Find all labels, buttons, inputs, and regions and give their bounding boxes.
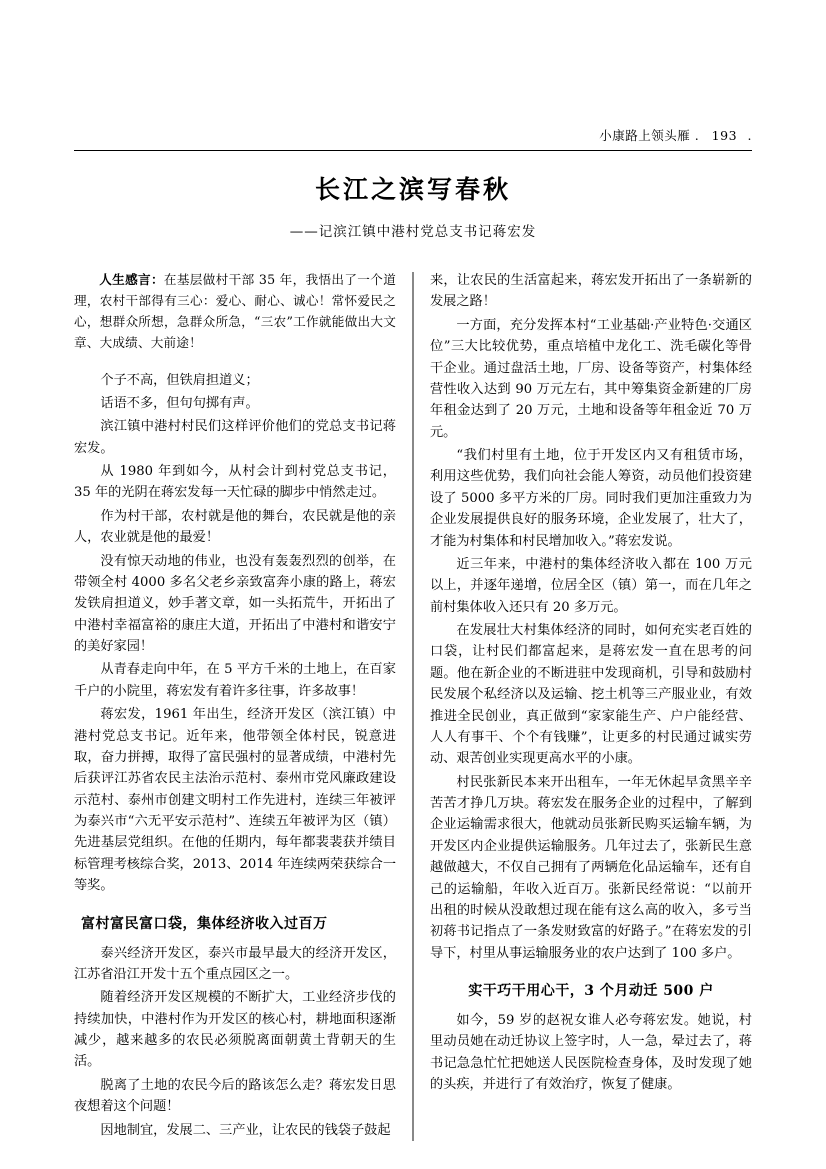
paragraph: 一方面，充分发挥本村“工业基础·产业特色·交通区位”三大比较优势，重点培植中龙化工、洗毛碳化等骨干企业。通过盘活土地，厂房、设备等资产，村集体经营性收入达到 90 万元左右，其中筹集资金新建的厂房年租金达到了 20 万元，土地和设备等年租金近 70 万元。 (430, 317, 752, 440)
paragraph: 话语不多，但句句掷有声。 (100, 395, 259, 411)
paragraph: 没有惊天动地的伟业，也没有轰轰烈烈的创举，在带领全村 4000 多名父老乡亲致富奔小康的路上，蒋宏发铁肩担道义，妙手著文章，如一头拓荒牛，开拓出了中港村幸福富裕的康庄大道，开拓出了中港村和谐安宁的美好家园！ (74, 553, 396, 655)
paragraph: 滨江镇中港村村民们这样评价他们的党总支书记蒋宏发。 (74, 419, 396, 456)
paragraph: 来，让农民的生活富起来，蒋宏发开拓出了一条崭新的发展之路！ (430, 273, 752, 310)
column-divider (413, 272, 414, 1141)
running-header (599, 126, 752, 144)
running-header-dot-left: . (694, 128, 700, 143)
paragraph: 近三年来，中港村的集体经济收入都在 100 万元以上，并逐年递增，位居全区（镇）第一，而在几年之前村集体收入还只有 20 多万元。 (430, 556, 752, 615)
paragraph: 如今，59 岁的赵祝女谁人必夸蒋宏发。她说，村里动员她在动迁协议上签字时，人一急，晕过去了，蒋书记急急忙忙把她送人民医院检查身体，及时发现了她的头疾，并进行了有效治疗，恢复了健康。 (430, 1013, 752, 1093)
right-column (430, 270, 752, 1143)
lead-text: 在基层做村干部 35 年，我悟出了一个道理，农村干部得有三心：爱心、耐心、诚心！常怀爱民之心，想群众所想，急群众所急，“三农”工作就能做出大文章、大成绩、大前途！ (74, 272, 396, 350)
body-columns (74, 270, 752, 1143)
paragraph: 泰兴经济开发区，泰兴市最早最大的经济开发区，江苏省沿江开发十五个重点园区之一。 (74, 945, 396, 982)
section-heading-left: 富村富民富口袋，集体经济收入过百万 (81, 915, 328, 932)
paragraph: 作为村干部，农村就是他的舞台，农民就是他的亲人，农业就是他的最爱！ (74, 508, 396, 546)
paragraph: 从 1980 年到如今，从村会计到村党总支书记，35 年的光阴在蒋宏发每一天忙碌的脚步中悄然走过。 (74, 464, 396, 501)
paragraph: 因地制宜，发展二、三产业，让农民的钱袋子鼓起 (100, 1122, 391, 1138)
running-header-title: 小康路上领头雁 (599, 128, 691, 143)
paragraph: 蒋宏发，1961 年出生，经济开发区（滨江镇）中港村党总支书记。近年来，他带领全体村民，锐意进取，奋力拼搏，取得了富民强村的显著成绩，中港村先后获评江苏省农民主法治示范村、泰州市党风廉政建设示范村、泰州市创建文明村工作先进村，连续三年被评为泰兴市“六无平安示范村”、连续五年被评为区（镇）先进基层党组织。在他的任期内，每年都裴裴获并绩目标管理考核综合奖，2013、2014 年连续两荣获综合一等奖。 (74, 707, 396, 894)
article-subtitle: ——记滨江镇中港村党总支书记蒋宏发 (289, 224, 537, 240)
spacer (74, 356, 396, 370)
page-number: 193 (711, 128, 738, 143)
paragraph: 个子不高，但铁肩担道义； (100, 372, 259, 388)
paragraph: 从青春走向中年，在 5 平方千米的土地上，在百家千户的小院里，蒋宏发有着许多往事，许多故事！ (74, 662, 396, 699)
paragraph: 村民张新民本来开出租车，一年无休起早贪黑辛辛苦苦才挣几万块。蒋宏发在服务企业的过程中，了解到企业运输需求很大，他就动员张新民购买运输车辆，为开发区内企业提供运输服务。几年过去了，张新民生意越做越大，不仅自己拥有了两辆危化品运输车，还有自己的运输船，年收入近百万。张新民经常说：“以前开出租的时候从没敢想过现在能有这么高的收入，多亏当初蒋书记指点了一条发财致富的好路子。”在蒋宏发的引导下，村里从事运输服务业的农户达到了 100 多户。 (430, 774, 752, 961)
article-title: 长江之滨写春秋 (314, 175, 511, 204)
running-header-dot-right: . (747, 128, 752, 143)
paragraph: 随着经济开发区规模的不断扩大，工业经济步伐的持续加快，中港村作为开发区的核心村，耕地面积逐渐减少，越来越多的农民必须脱离面朝黄土背朝天的生活。 (74, 990, 396, 1070)
title-block (74, 170, 752, 240)
section-heading-right: 实干巧干用心干，3 个月动迁 500 户 (468, 983, 714, 999)
lead-label: 人生感言： (99, 272, 164, 287)
paragraph: “我们村里有土地，位于开发区内又有租赁市场，利用这些优势，我们向社会能人筹资，动员他们投资建设了 5000 多平方米的厂房。同时我们更加注重致力为企业发展提供良好的服务环境，企业发展了，壮大了，才能为村集体和村民增加收入。”蒋宏发说。 (430, 448, 752, 549)
lead-paragraph (74, 270, 396, 354)
paragraph: 在发展壮大村集体经济的同时，如何充实老百姓的口袋，让村民们都富起来，是蒋宏发一直在思考的问题。他在新企业的不断进驻中发现商机，引导和鼓励村民发展个私经济以及运输、挖土机等三产服业业，有效推进全民创业，真正做到“家家能生产、户户能经营、人人有事干、个个有钱赚”，让更多的村民通过诚实劳动、艰苦创业实现更高水平的小康。 (430, 623, 752, 767)
header-rule (74, 150, 752, 151)
left-column (74, 270, 396, 1143)
paragraph: 脱离了土地的农民今后的路该怎么走？蒋宏发日思夜想着这个问题！ (74, 1077, 396, 1115)
